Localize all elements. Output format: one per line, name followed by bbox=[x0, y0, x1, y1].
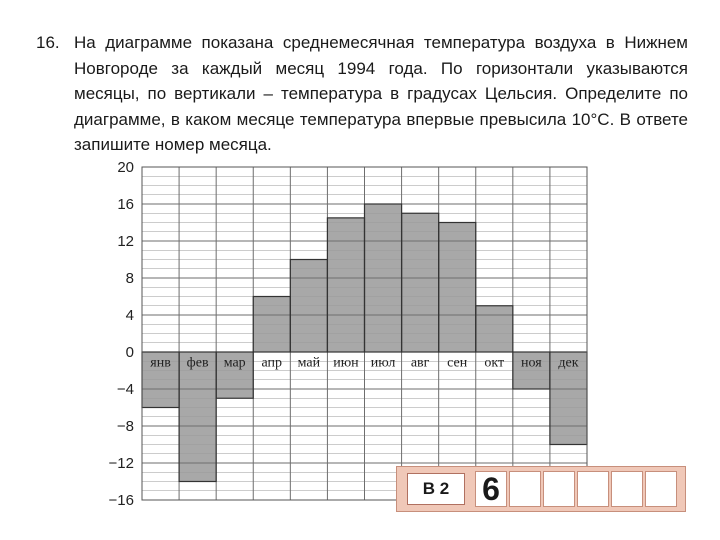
y-tick-label: 16 bbox=[117, 196, 134, 213]
y-tick-label: −4 bbox=[116, 381, 134, 398]
answer-box bbox=[396, 466, 686, 512]
month-label: май bbox=[297, 355, 321, 371]
y-tick-label: 8 bbox=[125, 270, 134, 287]
month-label: фев bbox=[186, 355, 209, 371]
month-label: авг bbox=[410, 355, 430, 371]
y-tick-label: 12 bbox=[117, 233, 134, 250]
y-tick-label: −16 bbox=[108, 492, 134, 509]
bar bbox=[327, 218, 364, 352]
month-label: дек bbox=[558, 355, 579, 371]
answer-cell[interactable] bbox=[543, 471, 575, 507]
month-label: ноя bbox=[521, 355, 542, 371]
y-tick-label: 20 bbox=[117, 159, 134, 176]
answer-code: В 2 bbox=[407, 473, 465, 505]
answer-cell[interactable] bbox=[509, 471, 541, 507]
problem-number: 16. bbox=[36, 33, 60, 52]
answer-cell[interactable] bbox=[577, 471, 609, 507]
month-label: мар bbox=[223, 355, 246, 371]
answer-cell[interactable] bbox=[475, 471, 507, 507]
problem-text: На диаграмме показана среднемесячная температура воздуха в Нижнем Новгороде за каждый месяц 1994 года. По горизонтали указываются месяцы, по вертикали – температура в градусах Цельсия. Определите по диаграмме, в каком месяце температура впервые превысила 10°С. В ответе запишите номер месяца. bbox=[74, 33, 688, 154]
month-label: июл bbox=[370, 355, 396, 371]
month-label: апр bbox=[261, 355, 283, 371]
y-tick-label: 4 bbox=[125, 307, 134, 324]
month-label: июн bbox=[333, 355, 359, 371]
answer-cell[interactable] bbox=[611, 471, 643, 507]
month-label: янв bbox=[150, 355, 171, 371]
y-tick-label: −12 bbox=[108, 455, 134, 472]
answer-cell[interactable] bbox=[645, 471, 677, 507]
month-label: сен bbox=[447, 355, 468, 371]
bar bbox=[402, 213, 439, 352]
answer-value: 6 bbox=[482, 471, 500, 507]
month-label: окт bbox=[484, 355, 505, 371]
y-tick-label: 0 bbox=[125, 344, 134, 361]
y-tick-label: −8 bbox=[116, 418, 134, 435]
bar bbox=[476, 306, 513, 352]
